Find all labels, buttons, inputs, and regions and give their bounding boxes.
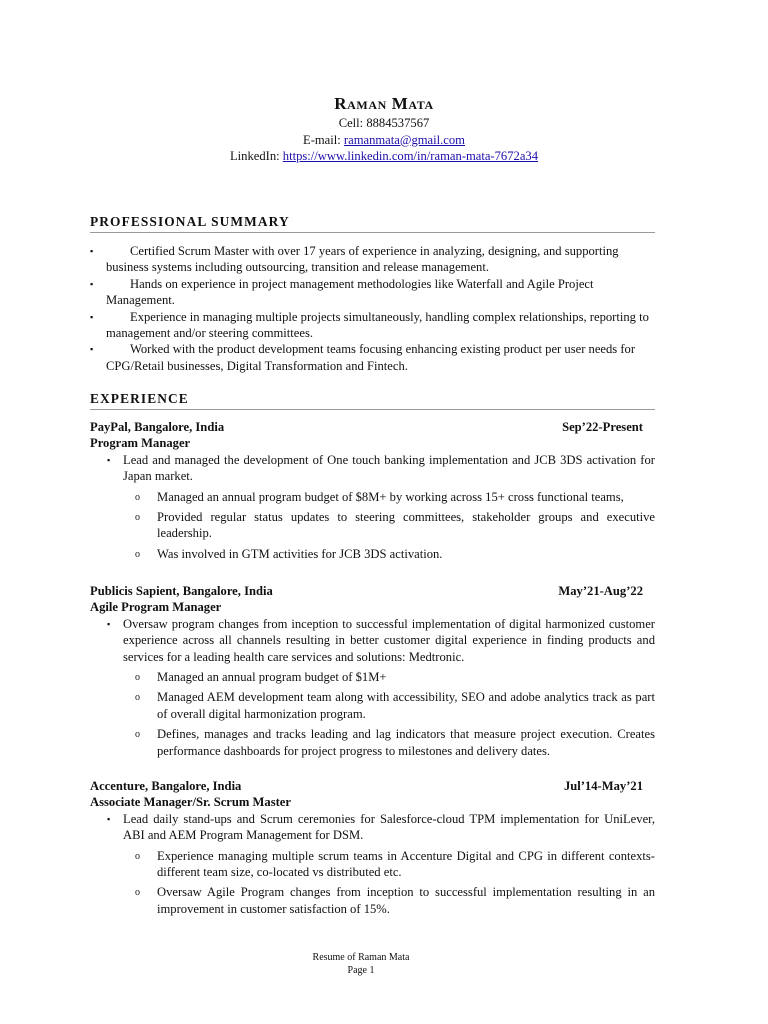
- linkedin-label: LinkedIn:: [229, 149, 283, 163]
- list-item: [90, 489, 655, 505]
- page-number: Page 1: [347, 965, 375, 976]
- company-name: Publicis Sapient, Bangalore, India: [90, 584, 273, 598]
- job-role: Program Manager: [90, 436, 191, 451]
- linkedin-link[interactable]: https://www.linkedin.com/in/raman-mata-7672a34: [282, 149, 538, 163]
- list-item: [90, 689, 655, 722]
- circle-bullet-icon: o: [135, 887, 140, 899]
- summary-text: Hands on experience in project management methodologies like Waterfall and Agile Project Management.: [106, 276, 594, 308]
- job-entry-paypal: [90, 419, 655, 562]
- circle-bullet-icon: o: [135, 672, 140, 684]
- job-entry-publicis-sapient: [90, 583, 655, 759]
- job-role: Agile Program Manager: [90, 600, 222, 615]
- circle-bullet-icon: o: [135, 548, 140, 560]
- list-item: [90, 452, 655, 485]
- square-bullet-icon: ▪: [90, 246, 94, 256]
- square-bullet-icon: ▪: [107, 454, 111, 465]
- square-bullet-icon: ▪: [107, 813, 111, 824]
- job-dates: May’21-Aug’22: [558, 584, 643, 598]
- square-bullet-icon: ▪: [90, 344, 94, 355]
- job-role: Associate Manager/Sr. Scrum Master: [90, 795, 291, 810]
- email-line: [0, 132, 768, 149]
- job-sub-text: Managed an annual program budget of $1M+: [157, 670, 387, 685]
- job-sub-text: Managed AEM development team along with accessibility, SEO and adobe analytics track as part of overall digital harmonization program.: [157, 690, 655, 721]
- email-label: E-mail:: [303, 132, 344, 147]
- list-item: [90, 309, 655, 342]
- circle-bullet-icon: o: [135, 512, 140, 524]
- summary-text: Experience in managing multiple projects simultaneously, handling complex relationships, reporting to management and/or steering committees.: [106, 309, 649, 341]
- list-item: [90, 884, 655, 917]
- job-sub-text: Provided regular status updates to steering committees, stakeholder groups and executive leadership.: [157, 510, 655, 541]
- cell-number: Cell: 8884537567: [338, 116, 430, 130]
- job-sub-text: Was involved in GTM activities for JCB 3DS activation.: [157, 546, 443, 561]
- candidate-name: Raman Mata: [334, 94, 434, 113]
- job-header: [90, 583, 655, 599]
- square-bullet-icon: ▪: [90, 311, 94, 322]
- job-header: [90, 419, 655, 435]
- list-item: [90, 546, 655, 562]
- circle-bullet-icon: o: [135, 850, 140, 862]
- job-header: [90, 778, 655, 794]
- job-main-text: Oversaw program changes from inception to successful implementation of digital harmonized customer experience across all channels resulting in better customer digital experience in finding products and services for a leading health care services and solutions: Medtronic.: [123, 616, 655, 664]
- list-item: [90, 509, 655, 542]
- page-footer: [0, 951, 722, 977]
- circle-bullet-icon: o: [135, 491, 140, 503]
- list-item: [90, 726, 655, 759]
- footer-title: Resume of Raman Mata: [312, 952, 410, 963]
- circle-bullet-icon: o: [135, 729, 140, 741]
- job-dates: Jul’14-May’21: [563, 779, 643, 793]
- list-item: [90, 616, 655, 665]
- job-main-text: Lead daily stand-ups and Scrum ceremonies for Salesforce-cloud TPM implementation for UniLever, ABI and AEM Program Management for DSM.: [123, 811, 655, 843]
- list-item: [90, 243, 655, 276]
- linkedin-line: [0, 148, 768, 165]
- list-item: [90, 848, 655, 881]
- list-item: [90, 341, 655, 374]
- circle-bullet-icon: o: [135, 692, 140, 704]
- job-sub-text: Oversaw Agile Program changes from inception to successful implementation resulting in an improvement in customer satisfaction of 15%.: [157, 885, 655, 916]
- list-item: [90, 276, 655, 309]
- square-bullet-icon: ▪: [90, 278, 94, 289]
- job-sub-text: Managed an annual program budget of $8M+ by working across 15+ cross functional teams,: [157, 489, 624, 504]
- experience-heading: EXPERIENCE: [90, 391, 655, 410]
- job-sub-text: Experience managing multiple scrum teams in Accenture Digital and CPG in different contexts- different team size, co-located vs distributed etc.: [157, 848, 655, 880]
- company-name: Accenture, Bangalore, India: [90, 779, 242, 793]
- summary-text: Certified Scrum Master with over 17 years of experience in analyzing, designing, and supporting business systems including outsourcing, transition and release management.: [106, 244, 619, 275]
- summary-text: Worked with the product development teams focusing enhancing existing product per user needs for CPG/Retail businesses, Digital Transformation and Fintech.: [106, 342, 636, 373]
- professional-summary-list: [90, 243, 655, 374]
- job-main-text: Lead and managed the development of One touch banking implementation and JCB 3DS activation for Japan market.: [123, 452, 655, 484]
- list-item: [90, 811, 655, 844]
- resume-header: [0, 93, 768, 165]
- professional-summary-heading: PROFESSIONAL SUMMARY: [90, 214, 655, 233]
- job-entry-accenture: [90, 778, 655, 917]
- email-link[interactable]: ramanmata@gmail.com: [343, 132, 465, 147]
- square-bullet-icon: ▪: [107, 618, 111, 629]
- company-name: PayPal, Bangalore, India: [90, 420, 225, 434]
- job-dates: Sep’22-Present: [562, 420, 643, 434]
- job-sub-text: Defines, manages and tracks leading and lag indicators that measure project execution. Creates performance dashboards for project progress to milestones and delivery dates.: [157, 727, 655, 758]
- list-item: [90, 669, 655, 685]
